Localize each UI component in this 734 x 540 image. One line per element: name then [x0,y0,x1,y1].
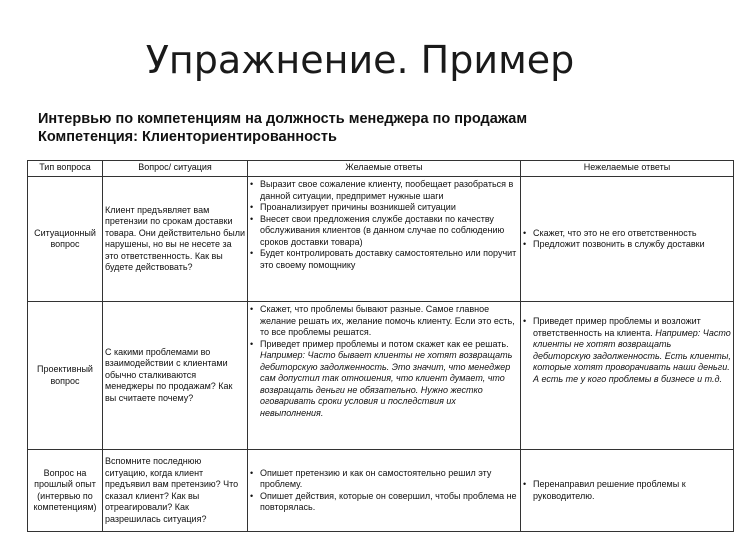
list-item [250,339,518,420]
desired-cell [248,450,521,532]
competency-table [27,160,734,532]
question-type-cell: Вопрос на прошлый опыт (интервью по компетенциям) [28,450,103,532]
list-item: • Проанализирует причины возникшей ситуации [250,202,518,214]
desired-cell [248,302,521,450]
list-item [523,316,731,385]
list-item: • Предложит позвонить в службу доставки [523,239,731,251]
desired-text: Приведет пример проблемы и потом скажет как ее решать. [260,338,509,349]
undesired-example: Например: Часто клиенты не хотят возвращать дебиторскую задолженность. Есть клиенты, которые хотят проворачивать наши деньги. А есть те у кого проблемы в бизнесе и т.д. [533,327,731,384]
table-header-row [28,161,734,177]
question-type-cell: Ситуационный вопрос [28,177,103,302]
desired-cell [248,177,521,302]
list-item: • Будет контролировать доставку самостоятельно или поручит это своему помощнику [250,248,518,271]
question-cell: Вспомните последнюю ситуацию, когда клиент предъявил вам претензию? Что сказал клиент? Как вы отреагировали? Как разрешилась ситуация? [103,450,248,532]
undesired-cell [521,450,734,532]
table-row [28,450,734,532]
question-cell: Клиент предъявляет вам претензии по срокам доставки товара. Они действительно были нарушены, но вы не несете за это ответственность. Как вы будете действовать? [103,177,248,302]
subtitle-position: Интервью по компетенциям на должность менеджера по продажам [38,111,528,127]
list-item: • Выразит свое сожаление клиенту, пообещает разобраться в данной ситуации, предпримет нужные шаги [250,179,518,202]
undesired-cell [521,302,734,450]
desired-example: Например: Часто бывает клиенты не хотят возвращать дебиторскую задолженность. Это значит, что менеджер сам допустил так отношения, что клиент думает, что возвращать деньги не обязательно. Нужно жестко оговаривать сроки условия и последствия их невыполнения. [260,350,513,418]
table-row [28,177,734,302]
list-item: • Опишет действия, которые он совершил, чтобы проблема не повторялась. [250,491,518,514]
header-undesired: Нежелаемые ответы [521,161,734,177]
header-desired: Желаемые ответы [248,161,521,177]
table-row [28,302,734,450]
slide-title: Упражнение. Пример [145,38,575,82]
question-cell: С какими проблемами во взаимодействии с клиентами обычно сталкиваются менеджеры по продажам? Как вы считаете почему? [103,302,248,450]
header-question-type: Тип вопроса [28,161,103,177]
list-item: • Скажет, что это не его ответственность [523,228,731,240]
undesired-cell [521,177,734,302]
list-item: • Перенаправил решение проблемы к руководителю. [523,479,731,502]
question-type-cell: Проективный вопрос [28,302,103,450]
undesired-text: Приведет пример проблемы и возложит ответственность на клиента. [533,316,701,338]
subtitle-competency: Компетенция: Клиенториентированность [38,129,337,145]
list-item: • Опишет претензию и как он самостоятельно решил эту проблему. [250,468,518,491]
list-item: • Скажет, что проблемы бывают разные. Самое главное желание решать их, желание помочь клиенту. Если это есть, то все проблемы решатся. [250,304,518,339]
list-item: • Внесет свои предложения службе доставки по качеству обслуживания клиентов (в данном случае по соблюдению сроков доставки товара) [250,214,518,249]
header-question: Вопрос/ ситуация [103,161,248,177]
